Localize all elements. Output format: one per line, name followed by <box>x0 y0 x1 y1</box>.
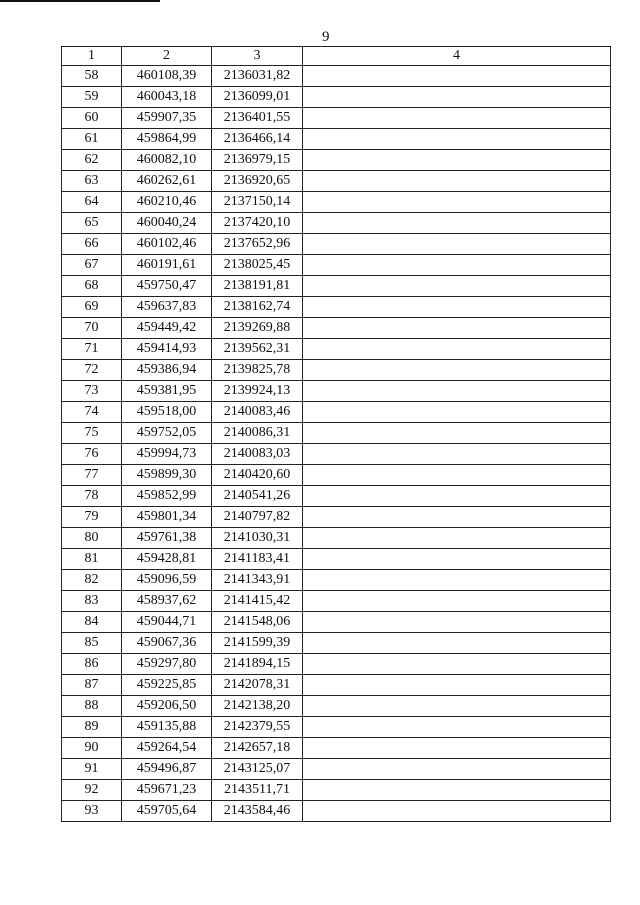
table-row <box>62 570 611 591</box>
y-coordinate-cell: 2142379,55 <box>212 717 303 738</box>
x-coordinate-cell: 459381,95 <box>122 381 212 402</box>
y-coordinate-cell: 2142657,18 <box>212 738 303 759</box>
notes-cell <box>303 297 611 318</box>
coordinates-table <box>61 46 611 822</box>
table-row <box>62 486 611 507</box>
table-row <box>62 717 611 738</box>
y-coordinate-cell: 2138191,81 <box>212 276 303 297</box>
y-coordinate-cell: 2136920,65 <box>212 171 303 192</box>
y-coordinate-cell: 2137652,96 <box>212 234 303 255</box>
table-row <box>62 633 611 654</box>
table-row <box>62 66 611 87</box>
table-row <box>62 612 611 633</box>
header-cell-2: 2 <box>122 47 212 66</box>
notes-cell <box>303 591 611 612</box>
y-coordinate-cell: 2139825,78 <box>212 360 303 381</box>
table-row <box>62 129 611 150</box>
coordinates-table-body <box>62 47 611 822</box>
point-number-cell: 84 <box>62 612 122 633</box>
point-number-cell: 89 <box>62 717 122 738</box>
notes-cell <box>303 654 611 675</box>
y-coordinate-cell: 2141343,91 <box>212 570 303 591</box>
header-cell-3: 3 <box>212 47 303 66</box>
notes-cell <box>303 129 611 150</box>
notes-cell <box>303 549 611 570</box>
notes-cell <box>303 444 611 465</box>
x-coordinate-cell: 459750,47 <box>122 276 212 297</box>
notes-cell <box>303 66 611 87</box>
notes-cell <box>303 402 611 423</box>
y-coordinate-cell: 2137150,14 <box>212 192 303 213</box>
notes-cell <box>303 234 611 255</box>
x-coordinate-cell: 460102,46 <box>122 234 212 255</box>
notes-cell <box>303 696 611 717</box>
table-row <box>62 213 611 234</box>
notes-cell <box>303 108 611 129</box>
table-row <box>62 528 611 549</box>
point-number-cell: 62 <box>62 150 122 171</box>
point-number-cell: 87 <box>62 675 122 696</box>
point-number-cell: 88 <box>62 696 122 717</box>
y-coordinate-cell: 2136979,15 <box>212 150 303 171</box>
table-row <box>62 759 611 780</box>
table-row <box>62 234 611 255</box>
notes-cell <box>303 528 611 549</box>
notes-cell <box>303 486 611 507</box>
notes-cell <box>303 738 611 759</box>
table-row <box>62 549 611 570</box>
point-number-cell: 77 <box>62 465 122 486</box>
table-row <box>62 171 611 192</box>
x-coordinate-cell: 459206,50 <box>122 696 212 717</box>
y-coordinate-cell: 2141183,41 <box>212 549 303 570</box>
table-row <box>62 255 611 276</box>
notes-cell <box>303 717 611 738</box>
x-coordinate-cell: 459135,88 <box>122 717 212 738</box>
y-coordinate-cell: 2136466,14 <box>212 129 303 150</box>
y-coordinate-cell: 2139562,31 <box>212 339 303 360</box>
x-coordinate-cell: 459096,59 <box>122 570 212 591</box>
x-coordinate-cell: 459386,94 <box>122 360 212 381</box>
y-coordinate-cell: 2143584,46 <box>212 801 303 822</box>
notes-cell <box>303 213 611 234</box>
x-coordinate-cell: 459705,64 <box>122 801 212 822</box>
y-coordinate-cell: 2142138,20 <box>212 696 303 717</box>
table-row <box>62 192 611 213</box>
x-coordinate-cell: 459518,00 <box>122 402 212 423</box>
x-coordinate-cell: 460082,10 <box>122 150 212 171</box>
x-coordinate-cell: 460210,46 <box>122 192 212 213</box>
point-number-cell: 82 <box>62 570 122 591</box>
table-row <box>62 654 611 675</box>
point-number-cell: 73 <box>62 381 122 402</box>
x-coordinate-cell: 459449,42 <box>122 318 212 339</box>
table-row <box>62 297 611 318</box>
table-row <box>62 423 611 444</box>
table-row <box>62 591 611 612</box>
point-number-cell: 70 <box>62 318 122 339</box>
notes-cell <box>303 633 611 654</box>
point-number-cell: 67 <box>62 255 122 276</box>
table-row <box>62 801 611 822</box>
y-coordinate-cell: 2136401,55 <box>212 108 303 129</box>
y-coordinate-cell: 2141548,06 <box>212 612 303 633</box>
notes-cell <box>303 612 611 633</box>
x-coordinate-cell: 460040,24 <box>122 213 212 234</box>
table-row <box>62 108 611 129</box>
point-number-cell: 66 <box>62 234 122 255</box>
point-number-cell: 85 <box>62 633 122 654</box>
notes-cell <box>303 318 611 339</box>
point-number-cell: 78 <box>62 486 122 507</box>
point-number-cell: 90 <box>62 738 122 759</box>
x-coordinate-cell: 459496,87 <box>122 759 212 780</box>
table-row <box>62 150 611 171</box>
y-coordinate-cell: 2140541,26 <box>212 486 303 507</box>
notes-cell <box>303 87 611 108</box>
x-coordinate-cell: 459761,38 <box>122 528 212 549</box>
point-number-cell: 80 <box>62 528 122 549</box>
y-coordinate-cell: 2139269,88 <box>212 318 303 339</box>
point-number-cell: 86 <box>62 654 122 675</box>
y-coordinate-cell: 2140086,31 <box>212 423 303 444</box>
x-coordinate-cell: 459899,30 <box>122 465 212 486</box>
table-row <box>62 780 611 801</box>
x-coordinate-cell: 459671,23 <box>122 780 212 801</box>
point-number-cell: 68 <box>62 276 122 297</box>
point-number-cell: 76 <box>62 444 122 465</box>
point-number-cell: 92 <box>62 780 122 801</box>
point-number-cell: 83 <box>62 591 122 612</box>
notes-cell <box>303 801 611 822</box>
point-number-cell: 91 <box>62 759 122 780</box>
y-coordinate-cell: 2136031,82 <box>212 66 303 87</box>
x-coordinate-cell: 459297,80 <box>122 654 212 675</box>
y-coordinate-cell: 2138025,45 <box>212 255 303 276</box>
y-coordinate-cell: 2136099,01 <box>212 87 303 108</box>
x-coordinate-cell: 459428,81 <box>122 549 212 570</box>
x-coordinate-cell: 460262,61 <box>122 171 212 192</box>
y-coordinate-cell: 2140420,60 <box>212 465 303 486</box>
point-number-cell: 75 <box>62 423 122 444</box>
y-coordinate-cell: 2143125,07 <box>212 759 303 780</box>
point-number-cell: 74 <box>62 402 122 423</box>
y-coordinate-cell: 2140083,03 <box>212 444 303 465</box>
table-row <box>62 675 611 696</box>
notes-cell <box>303 780 611 801</box>
notes-cell <box>303 171 611 192</box>
point-number-cell: 63 <box>62 171 122 192</box>
point-number-cell: 79 <box>62 507 122 528</box>
x-coordinate-cell: 460043,18 <box>122 87 212 108</box>
x-coordinate-cell: 459907,35 <box>122 108 212 129</box>
notes-cell <box>303 339 611 360</box>
table-row <box>62 339 611 360</box>
point-number-cell: 60 <box>62 108 122 129</box>
notes-cell <box>303 276 611 297</box>
notes-cell <box>303 465 611 486</box>
x-coordinate-cell: 459637,83 <box>122 297 212 318</box>
table-row <box>62 87 611 108</box>
notes-cell <box>303 675 611 696</box>
top-rule <box>0 0 160 2</box>
point-number-cell: 69 <box>62 297 122 318</box>
notes-cell <box>303 192 611 213</box>
notes-cell <box>303 381 611 402</box>
point-number-cell: 58 <box>62 66 122 87</box>
point-number-cell: 71 <box>62 339 122 360</box>
notes-cell <box>303 360 611 381</box>
y-coordinate-cell: 2141894,15 <box>212 654 303 675</box>
y-coordinate-cell: 2141030,31 <box>212 528 303 549</box>
table-row <box>62 381 611 402</box>
table-row <box>62 507 611 528</box>
table-row <box>62 738 611 759</box>
y-coordinate-cell: 2137420,10 <box>212 213 303 234</box>
table-row <box>62 276 611 297</box>
x-coordinate-cell: 459852,99 <box>122 486 212 507</box>
table-row <box>62 465 611 486</box>
header-cell-1: 1 <box>62 47 122 66</box>
page-number: 9 <box>322 29 330 45</box>
point-number-cell: 64 <box>62 192 122 213</box>
notes-cell <box>303 423 611 444</box>
y-coordinate-cell: 2143511,71 <box>212 780 303 801</box>
point-number-cell: 65 <box>62 213 122 234</box>
notes-cell <box>303 759 611 780</box>
x-coordinate-cell: 459044,71 <box>122 612 212 633</box>
notes-cell <box>303 255 611 276</box>
x-coordinate-cell: 459414,93 <box>122 339 212 360</box>
notes-cell <box>303 150 611 171</box>
x-coordinate-cell: 459801,34 <box>122 507 212 528</box>
y-coordinate-cell: 2139924,13 <box>212 381 303 402</box>
header-cell-4: 4 <box>303 47 611 66</box>
x-coordinate-cell: 459264,54 <box>122 738 212 759</box>
y-coordinate-cell: 2141599,39 <box>212 633 303 654</box>
x-coordinate-cell: 460108,39 <box>122 66 212 87</box>
point-number-cell: 61 <box>62 129 122 150</box>
point-number-cell: 93 <box>62 801 122 822</box>
notes-cell <box>303 570 611 591</box>
point-number-cell: 72 <box>62 360 122 381</box>
point-number-cell: 81 <box>62 549 122 570</box>
x-coordinate-cell: 458937,62 <box>122 591 212 612</box>
x-coordinate-cell: 459752,05 <box>122 423 212 444</box>
y-coordinate-cell: 2140797,82 <box>212 507 303 528</box>
point-number-cell: 59 <box>62 87 122 108</box>
y-coordinate-cell: 2142078,31 <box>212 675 303 696</box>
table-row <box>62 402 611 423</box>
x-coordinate-cell: 459994,73 <box>122 444 212 465</box>
x-coordinate-cell: 459067,36 <box>122 633 212 654</box>
x-coordinate-cell: 460191,61 <box>122 255 212 276</box>
y-coordinate-cell: 2138162,74 <box>212 297 303 318</box>
y-coordinate-cell: 2140083,46 <box>212 402 303 423</box>
x-coordinate-cell: 459864,99 <box>122 129 212 150</box>
header-row <box>62 47 611 66</box>
y-coordinate-cell: 2141415,42 <box>212 591 303 612</box>
table-row <box>62 696 611 717</box>
table-row <box>62 318 611 339</box>
table-row <box>62 444 611 465</box>
notes-cell <box>303 507 611 528</box>
x-coordinate-cell: 459225,85 <box>122 675 212 696</box>
table-row <box>62 360 611 381</box>
